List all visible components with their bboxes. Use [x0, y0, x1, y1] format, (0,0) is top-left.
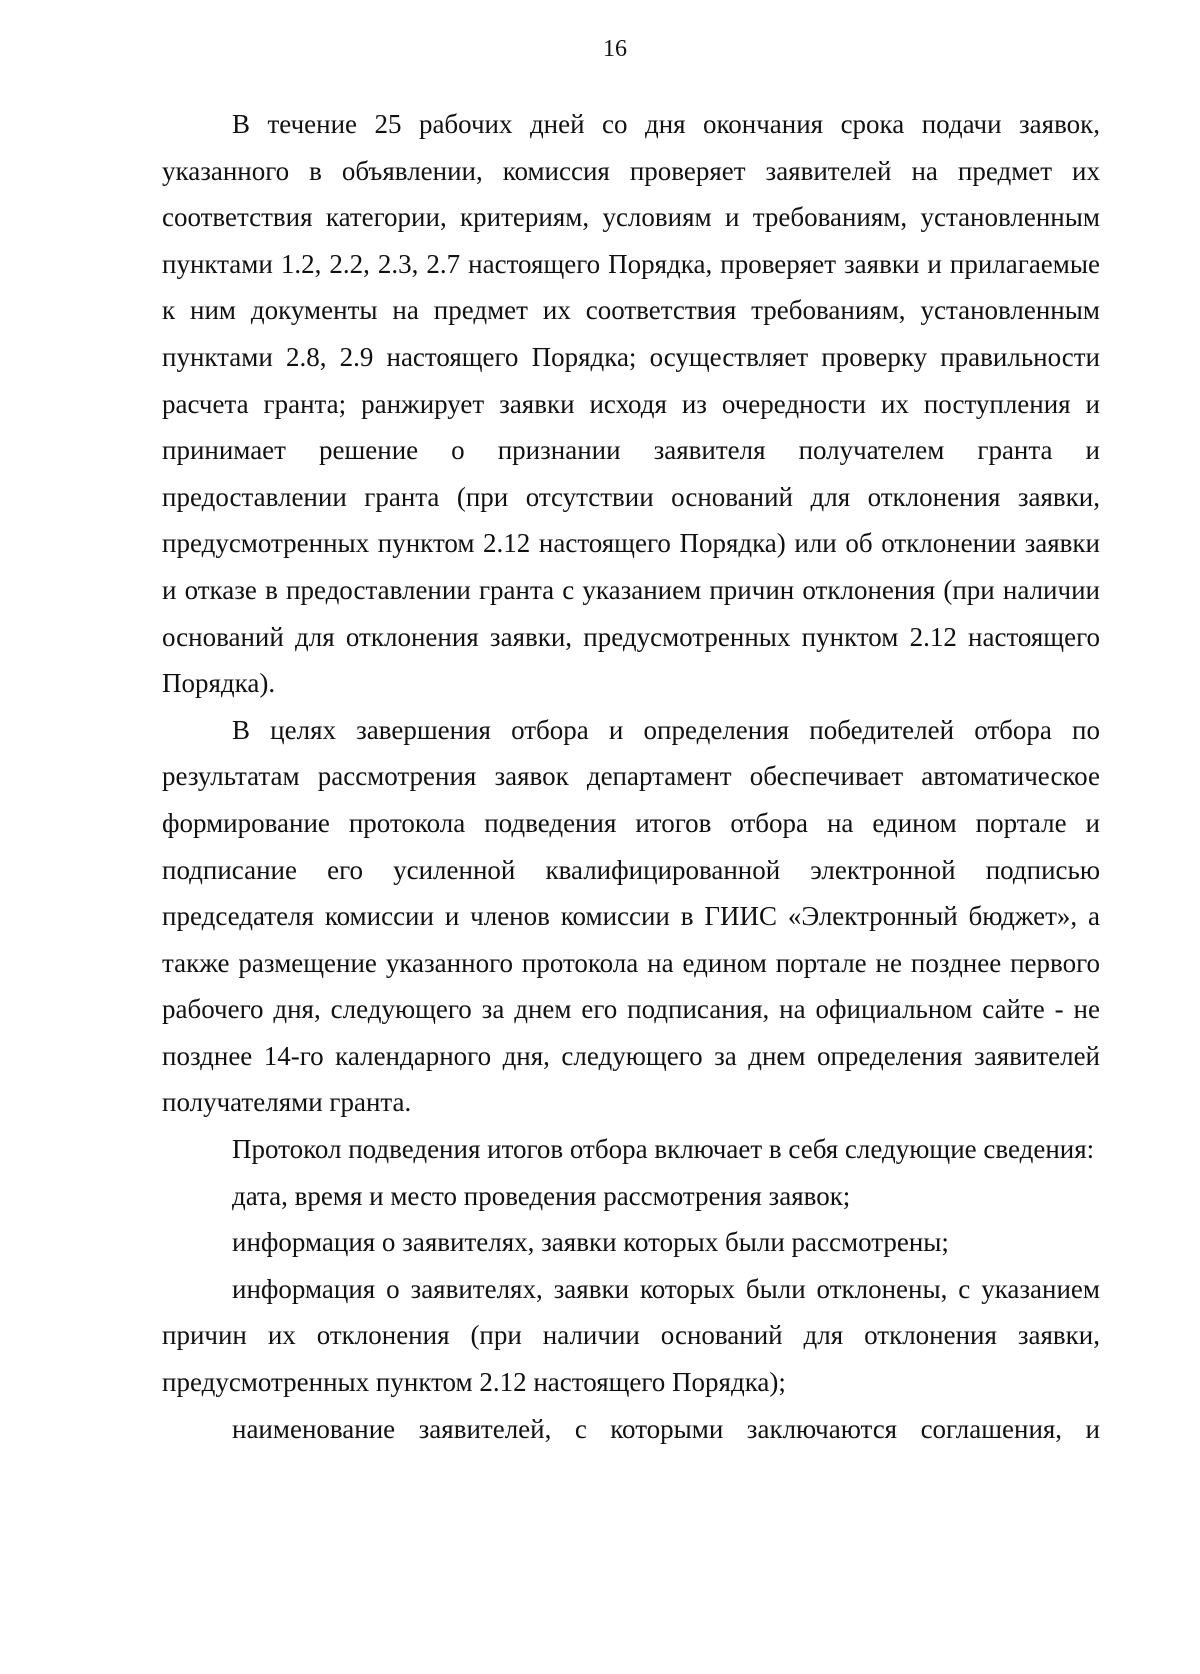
list-item-agreement-applicants: наименование заявителей, с которыми заключаются соглашения, и [232, 1413, 1100, 1444]
list-item-rejected-applicants: информация о заявителях, заявки которых были отклонены, с указанием причин их отклонения (при наличии оснований для отклонения заявки, предусмотренных пунктом 2.12 настоящего Порядка); [162, 1273, 1100, 1398]
document-body [162, 101, 1100, 1452]
paragraph-selection-completion: В целях завершения отбора и определения победителей отбора по результатам рассмотрения заявок департамент обеспечивает автоматическое формирование протокола подведения итогов отбора на едином портале и подписание его усиленной квалифицированной электронной подписью председателя комиссии и членов комиссии в ГИИС «Электронный бюджет», а также размещение указанного протокола на едином портале не позднее первого рабочего дня, следующего за днем его подписания, на официальном сайте - не позднее 14-го календарного дня, следующего за днем определения заявителей получателями гранта. [162, 714, 1100, 1118]
paragraph-protocol-contents: Протокол подведения итогов отбора включает в себя следующие сведения: [232, 1134, 1095, 1165]
list-item-date-time-place: дата, время и место проведения рассмотрения заявок; [232, 1180, 851, 1211]
page-number: 16 [603, 36, 627, 62]
paragraph-review-procedure: В течение 25 рабочих дней со дня окончания срока подачи заявок, указанного в объявлении, комиссия проверяет заявителей на предмет их соответствия категории, критериям, условиям и требованиям, установленным пунктами 1.2, 2.2, 2.3, 2.7 настоящего Порядка, проверяет заявки и прилагаемые к ним документы на предмет их соответствия требованиям, установленным пунктами 2.8, 2.9 настоящего Порядка; осуществляет проверку правильности расчета гранта; ранжирует заявки исходя из очередности их поступления и принимает решение о признании заявителя получателем гранта и предоставлении гранта (при отсутствии оснований для отклонения заявки, предусмотренных пунктом 2.12 настоящего Порядка) или об отклонении заявки и отказе в предоставлении гранта с указанием причин отклонения (при наличии оснований для отклонения заявки, предусмотренных пунктом 2.12 настоящего Порядка). [162, 109, 1100, 699]
list-item-reviewed-applicants: информация о заявителях, заявки которых были рассмотрены; [232, 1227, 949, 1258]
